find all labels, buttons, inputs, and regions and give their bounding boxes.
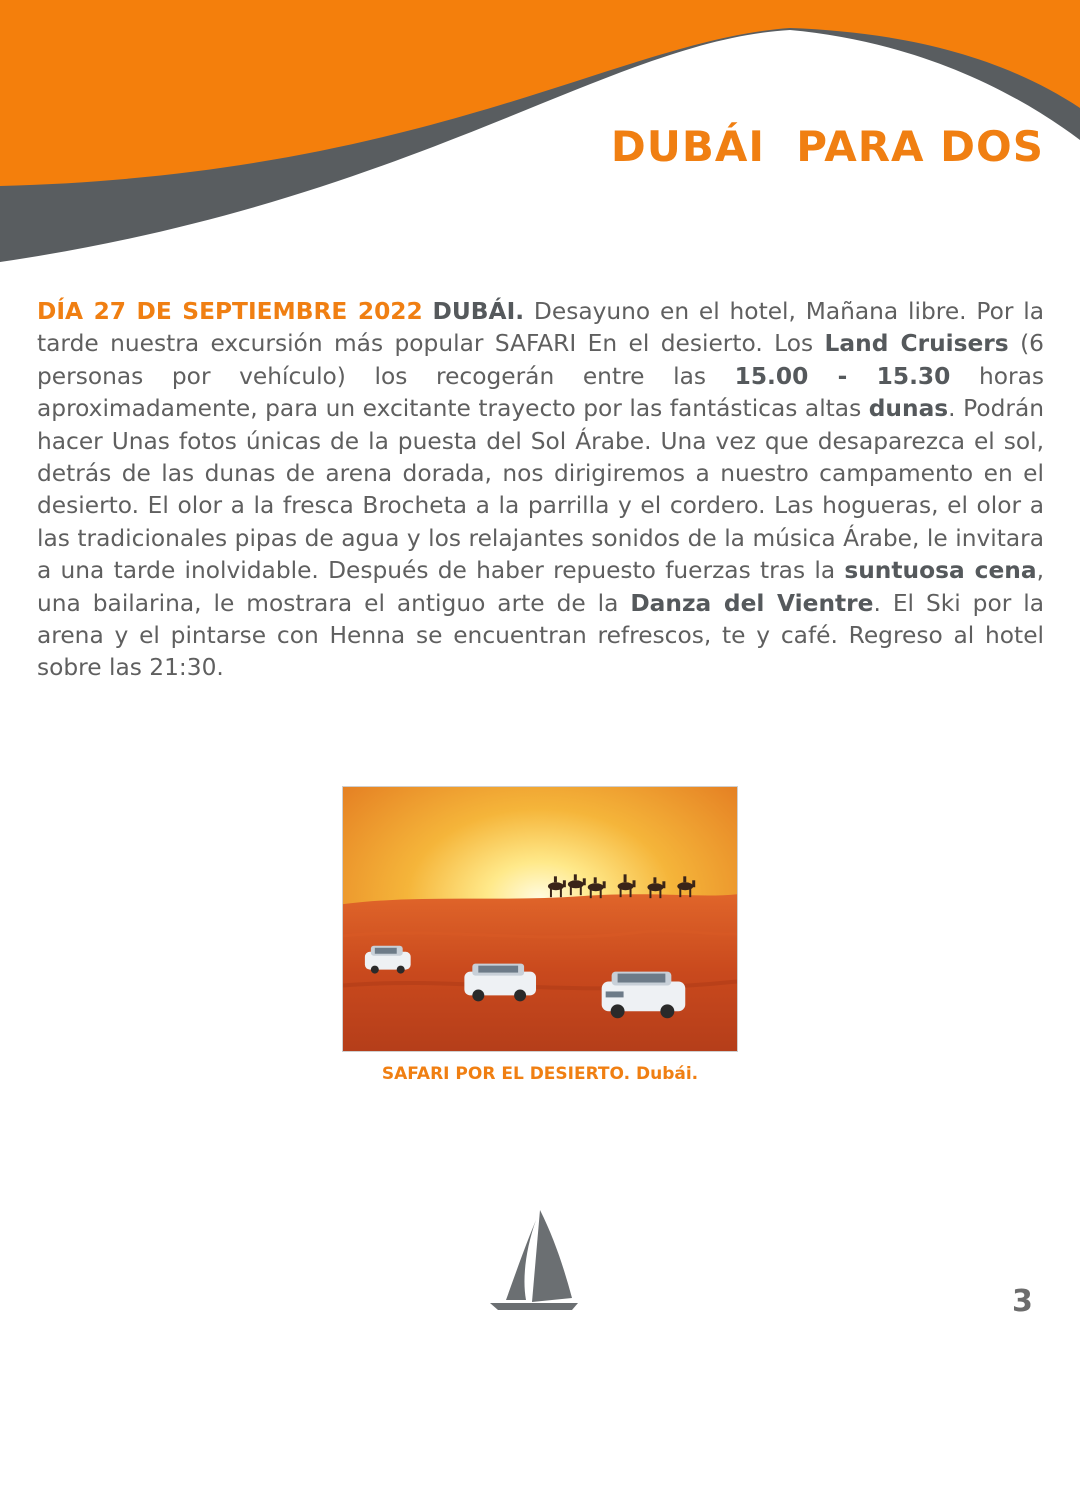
page-title: DUBÁI PARA DOS: [610, 122, 1044, 171]
article-text: Desayuno en el hotel, Mañana libre. Por la tarde nuestra excursión más popular SAFARI En el desierto. Los: [37, 298, 1044, 358]
article-text: . El Ski por la arena y el pintarse con Henna se encuentran refrescos, te y café. Regreso al hotel sobre las 21:30.: [37, 589, 1044, 682]
article-text: (6 personas por vehículo) los recogerán entre las: [37, 330, 1044, 390]
article-text: . Podrán hacer Unas fotos únicas de la puesta del Sol Árabe. Una vez que desaparezca el sol, detrás de las dunas de arena dorada, nos dirigiremos a nuestro campamento en el desierto. El olor a la fresca Brocheta a la parrilla y el cordero. Las hogueras, el olor a las tradicionales pipas de agua y los relajantes sonidos de la música Árabe, le invitara a una tarde inolvidable. Después de haber repuesto fuerzas tras la: [37, 395, 1044, 585]
article-highlight: Land Cruisers: [824, 330, 1009, 358]
article-highlight: 15.00 - 15.30: [734, 362, 951, 390]
sailboat-icon: [488, 1208, 580, 1312]
article-text: , una bailarina, le mostrara el antiguo arte de la: [37, 557, 1044, 617]
article-date: DÍA 27 DE SEPTIEMBRE 2022: [37, 298, 423, 325]
article-text: horas aproximadamente, para un excitante trayecto por las fantásticas altas: [37, 362, 1044, 423]
article-highlight: dunas: [868, 395, 949, 423]
article-body: [37, 296, 1044, 685]
article-highlight: suntuosa cena: [844, 557, 1037, 585]
desert-safari-photo: [342, 786, 738, 1052]
article-city: DUBÁI.: [432, 298, 525, 325]
photo-caption: SAFARI POR EL DESIERTO. Dubái.: [381, 1064, 699, 1084]
article-highlight: Danza del Vientre: [630, 589, 874, 617]
page-number: 3: [1012, 1284, 1033, 1319]
